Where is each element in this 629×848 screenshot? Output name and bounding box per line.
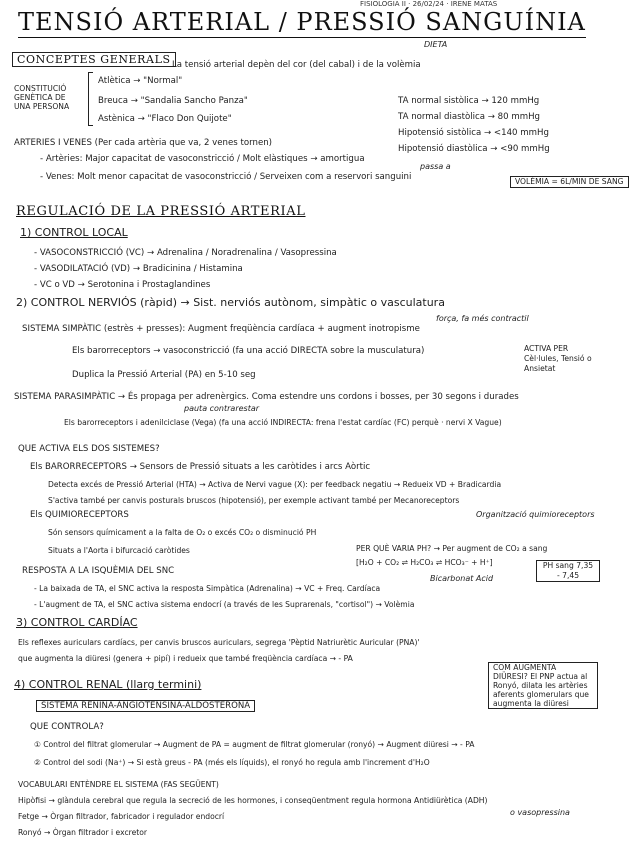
- heading-regulacio: REGULACIÓ DE LA PRESSIÓ ARTERIAL: [16, 204, 306, 219]
- type-atletica: Atlètica → "Normal": [98, 76, 183, 86]
- simpatic: SISTEMA SIMPÀTIC (estrès + presses): Augment freqüència cardíaca + augment inotropisme: [22, 324, 420, 334]
- baro-note: Organització quimioreceptors: [476, 510, 595, 519]
- vocab-ronyo: Ronyó → Òrgan filtrador i excretor: [18, 828, 148, 837]
- control-cardiac: 3) CONTROL CARDÍAC: [16, 616, 138, 629]
- activar-note: ACTIVA PER Cèl·lules, Tensió o Ansietat: [524, 344, 592, 373]
- simpatic-sub-1: Els barorreceptors → vasoconstricció (fa una acció DIRECTA sobre la musculatura): [72, 346, 425, 356]
- header-meta: FISIOLOGIA II · 26/02/24 · IRENE MATAS: [360, 0, 498, 8]
- pna-box: COM AUGMENTA DIÜRESI? El PNP actua al Ronyó, dilata les artèries aferents glomerulars que augmenta la diüresi: [488, 662, 598, 709]
- ph-equation: [H₂O + CO₂ ⇌ H₂CO₃ ⇌ HCO₃⁻ + H⁺]: [356, 558, 493, 567]
- ph-box: PH sang 7,35 - 7,45: [536, 560, 600, 582]
- pauta-note: pauta contrarestar: [184, 404, 260, 413]
- ta-value-3: Hipotensió sistòlica → <140 mmHg: [398, 128, 549, 138]
- arteries-line: - Artèries: Major capacitat de vasoconstricció / Molt elàstiques → amortigua: [40, 154, 365, 164]
- page-title: TENSIÓ ARTERIAL / PRESSIÓ SANGUÍNIA: [18, 8, 586, 36]
- isquemia-sub-2: - L'augment de TA, el SNC activa sistema endocrí (a través de les Suprarenals, "cortisol") → Volèmia: [34, 600, 415, 609]
- dieta-note: DIETA: [424, 40, 448, 49]
- ta-value-1: TA normal sistòlica → 120 mmHg: [398, 96, 540, 106]
- type-breuca: Breuca → "Sandalia Sancho Panza": [98, 96, 248, 106]
- vocab-hipofisi: Hipòfisi → glàndula cerebral que regula la secreció de les hormones, i conseqüentment regula hormona Antidiürètica (ADH): [18, 796, 488, 805]
- quimio-sub-1: Són sensors químicament a la falta de O₂ o excés CO₂ o disminució PH: [48, 528, 317, 537]
- local-line-1: - VASOCONSTRICCIÓ (VC) → Adrenalina / Noradrenalina / Vasopressina: [34, 248, 337, 258]
- isquemia-sub-1: - La baixada de TA, el SNC activa la resposta Simpàtica (Adrenalina) → VC + Freq. Cardíaca: [34, 584, 381, 593]
- simpatic-sub-2: Duplica la Pressió Arterial (PA) en 5-10 seg: [72, 370, 256, 380]
- ph-question: PER QUÈ VARIA PH? → Per augment de CO₂ a sang: [356, 544, 548, 553]
- quimioreceptors: Els QUIMIORECEPTORS: [30, 510, 129, 520]
- concepts-intro: La tensió arterial depèn del cor (del cabal) i de la volèmia: [172, 60, 421, 70]
- genetic-brace: [88, 72, 93, 126]
- arteries-venes: ARTERIES I VENES (Per cada artèria que va, 2 venes tornen): [14, 138, 273, 148]
- ta-value-2: TA normal diastòlica → 80 mmHg: [398, 112, 541, 122]
- control-sodi: ② Control del sodi (Na⁺) → Si està greus - PA (més els líquids), el ronyó ho regula amb l'increment d'H₂O: [34, 758, 430, 767]
- baro-sub-2: S'activa també per canvis posturals bruscos (hipotensió), per exemple activant també per Mecanoreceptors: [48, 496, 460, 505]
- vocab-fetge: Fetge → Òrgan filtrador, fabricador i regulador endocrí: [18, 812, 225, 821]
- local-line-3: - VC o VD → Serotonina i Prostaglandines: [34, 280, 211, 290]
- forca-note: força, fa més contractil: [436, 314, 529, 323]
- type-astenica: Astènica → "Flaco Don Quijote": [98, 114, 232, 124]
- parasimpatic: SISTEMA PARASIMPÀTIC → És propaga per adrenèrgics. Coma estendre uns cordons i bosses, per 30 segons i durades: [14, 392, 519, 402]
- genetic-label: CONSTITUCIÓ GENÈTICA DE UNA PERSONA: [14, 84, 70, 111]
- ph-eq-labels: Bicarbonat Acid: [430, 574, 494, 583]
- baro-sub-1: Detecta excés de Pressió Arterial (HTA) → Activa de Nervi vague (X): per feedback negatiu → Redueix VD + Bradicardia: [48, 480, 502, 489]
- isquemia: RESPOSTA A LA ISQUÈMIA DEL SNC: [22, 566, 175, 576]
- heading-conceptes: CONCEPTES GENERALS: [12, 52, 176, 67]
- quimio-sub-2: Situats a l'Aorta i bifurcació caròtides: [48, 546, 190, 555]
- vocab-vasopressina: o vasopressina: [510, 808, 570, 817]
- control-nervios: 2) CONTROL NERVIÓS (ràpid) → Sist. nerviós autònom, simpàtic o vasculatura: [16, 296, 445, 309]
- que-activa: QUE ACTIVA ELS DOS SISTEMES?: [18, 444, 160, 454]
- vocab-heading: VOCABULARI ENTÈNDRE EL SISTEMA (FAS SEGÜENT): [18, 780, 219, 789]
- control-filtrat: ① Control del filtrat glomerular → Augment de PA = augment de filtrat glomerular (ronyó) → Augment diüresi → - PA: [34, 740, 475, 749]
- control-local: 1) CONTROL LOCAL: [20, 226, 128, 239]
- que-controla: QUE CONTROLA?: [30, 722, 104, 732]
- baroreceptors: Els BARORRECEPTORS → Sensors de Pressió situats a les caròtides i arcs Aòrtic: [30, 462, 371, 472]
- ta-value-4: Hipotensió diastòlica → <90 mmHg: [398, 144, 550, 154]
- volemia-box: VOLÈMIA = 6L/MIN DE SANG: [510, 176, 629, 188]
- venes-line: - Venes: Molt menor capacitat de vasoconstricció / Serveixen com a reservori sanguini: [40, 172, 412, 182]
- passa-note: passa a: [420, 162, 451, 171]
- control-renal: 4) CONTROL RENAL (llarg termini): [14, 678, 202, 691]
- local-line-2: - VASODILATACIÓ (VD) → Bradicinina / Histamina: [34, 264, 243, 274]
- raas-box: SISTEMA RENINA-ANGIOTENSINA-ALDOSTERONA: [36, 700, 255, 712]
- cardiac-line-1: Els reflexes auriculars cardíacs, per canvis bruscos auriculars, segrega 'Pèptid Natriurètic Auricular (PNA)': [18, 638, 420, 647]
- parasimpatic-sub: Els barorreceptors i adenilciclase (Vega) (fa una acció INDIRECTA: frena l'estat cardíac (FC) perquè · nervi X Vague): [64, 418, 502, 427]
- cardiac-line-2: que augmenta la diüresi (genera + pipí) i redueix que també freqüència cardíaca → - PA: [18, 654, 353, 663]
